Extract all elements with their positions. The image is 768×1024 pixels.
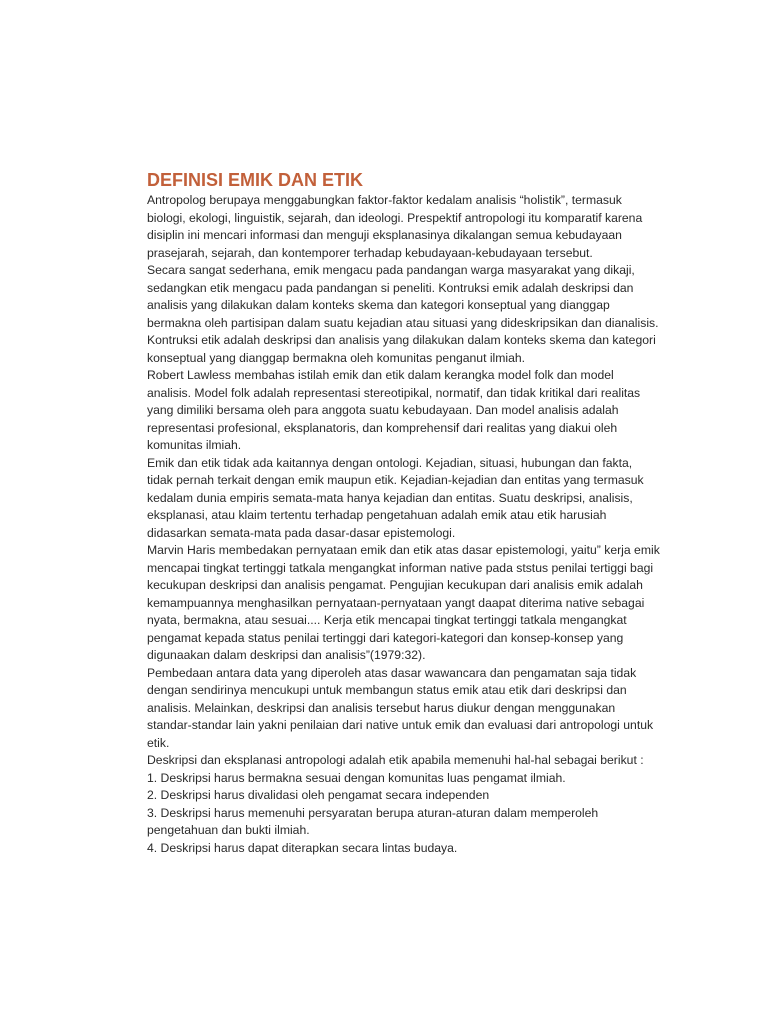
document-body bbox=[147, 192, 661, 857]
paragraph-robert-lawless: Robert Lawless membahas istilah emik dan etik dalam kerangka model folk dan model analisis. Model folk adalah representasi stereotipikal, normatif, dan tidak kritikal dari realitas yang dimiliki bersama oleh para anggota suatu kebudayaan. Dan model analisis adalah representasi profesional, eksplanatoris, dan komprehensif dari realitas yang diakui oleh komunitas ilmiah. bbox=[147, 368, 641, 452]
list-item: 1. Deskripsi harus bermakna sesuai dengan komunitas luas pengamat ilmiah. bbox=[147, 770, 566, 785]
paragraph-criteria-intro: Deskripsi dan eksplanasi antropologi adalah etik apabila memenuhi hal-hal sebagai berikut : bbox=[147, 753, 644, 767]
list-item: 2. Deskripsi harus divalidasi oleh pengamat secara independen bbox=[147, 788, 490, 802]
paragraph-data-distinction: Pembedaan antara data yang diperoleh atas dasar wawancara dan pengamatan saja tidak dengan sendirinya mencukupi untuk membangun status emik atau etik dari deskripsi dan analisis. Melainkan, deskripsi dan analisis tersebut harus diukur dengan menggunakan standar-standar lain yakni penilaian dari native untuk emik dan evaluasi dari antropologi untuk etik. bbox=[147, 665, 654, 750]
paragraph-marvin-haris: Marvin Haris membedakan pernyataan emik dan etik atas dasar epistemologi, yaitu” kerja emik mencapai tingkat tertinggi tatkala mengangkat informan native pada ststus penilai tertiggi bagi kecukupan deskripsi dan analisis pengamat. Pengujian kecukupan dari analisis emik adalah kemampuannya menghasilkan pernyataan-pernyataan yangt daapat diterima native sebagai nyata, bermakna, atau sesuai.... Kerja etik mencapai tingkat tertinggi tatkala mengangkat pengamat kepada status penilai tertinggi dari kategori-kategori dan konsep-konsep yang digunaakan dalam deskripsi dan analisis”(1979:32). bbox=[147, 543, 660, 662]
document-title: DEFINISI EMIK DAN ETIK bbox=[147, 170, 364, 190]
list-item: 3. Deskripsi harus memenuhi persyaratan berupa aturan-aturan dalam memperoleh pengetahuan dan bukti ilmiah. bbox=[147, 805, 599, 837]
paragraph-intro: Antropolog berupaya menggabungkan faktor-faktor kedalam analisis “holistik”, termasuk biologi, ekologi, linguistik, sejarah, dan ideologi. Prespektif antropologi itu komparatif karena disiplin ini mencari informasi dan menguji eksplanasinya dikalangan semua kebudayaan prasejarah, sejarah, dan kontemporer terhadap kebudayaan-kebudayaan tersebut. bbox=[147, 193, 643, 260]
paragraph-ontology: Emik dan etik tidak ada kaitannya dengan ontologi. Kejadian, situasi, hubungan dan fakta, tidak pernah terkait dengan emik maupun etik. Kejadian-kejadian dan entitas yang termasuk kedalam dunia empiris semata-mata hanya kejadian dan entitas. Suatu deskripsi, analisis, eksplanasi, atau klaim tertentu terhadap pengetahuan adalah emik atau etik harusiah didasarkan semata-mata pada dasar-dasar epistemologi. bbox=[147, 455, 644, 540]
list-item: 4. Deskripsi harus dapat diterapkan secara lintas budaya. bbox=[147, 840, 458, 855]
paragraph-emik-etik-definition: Secara sangat sederhana, emik mengacu pada pandangan warga masyarakat yang dikaji, sedangkan etik mengacu pada pandangan si peneliti. Kontruksi emik adalah deskripsi dan analisis yang dilakukan dalam konteks skema dan kategori konseptual yang dianggap bermakna oleh partisipan dalam suatu kejadian atau situasi yang dideskripsikan dan dianalisis. Kontruksi etik adalah deskripsi dan analisis yang dilakukan dalam konteks skema dan kategori konseptual yang dianggap bermakna oleh komunitas penganut ilmiah. bbox=[147, 263, 659, 365]
document-page bbox=[147, 169, 661, 857]
